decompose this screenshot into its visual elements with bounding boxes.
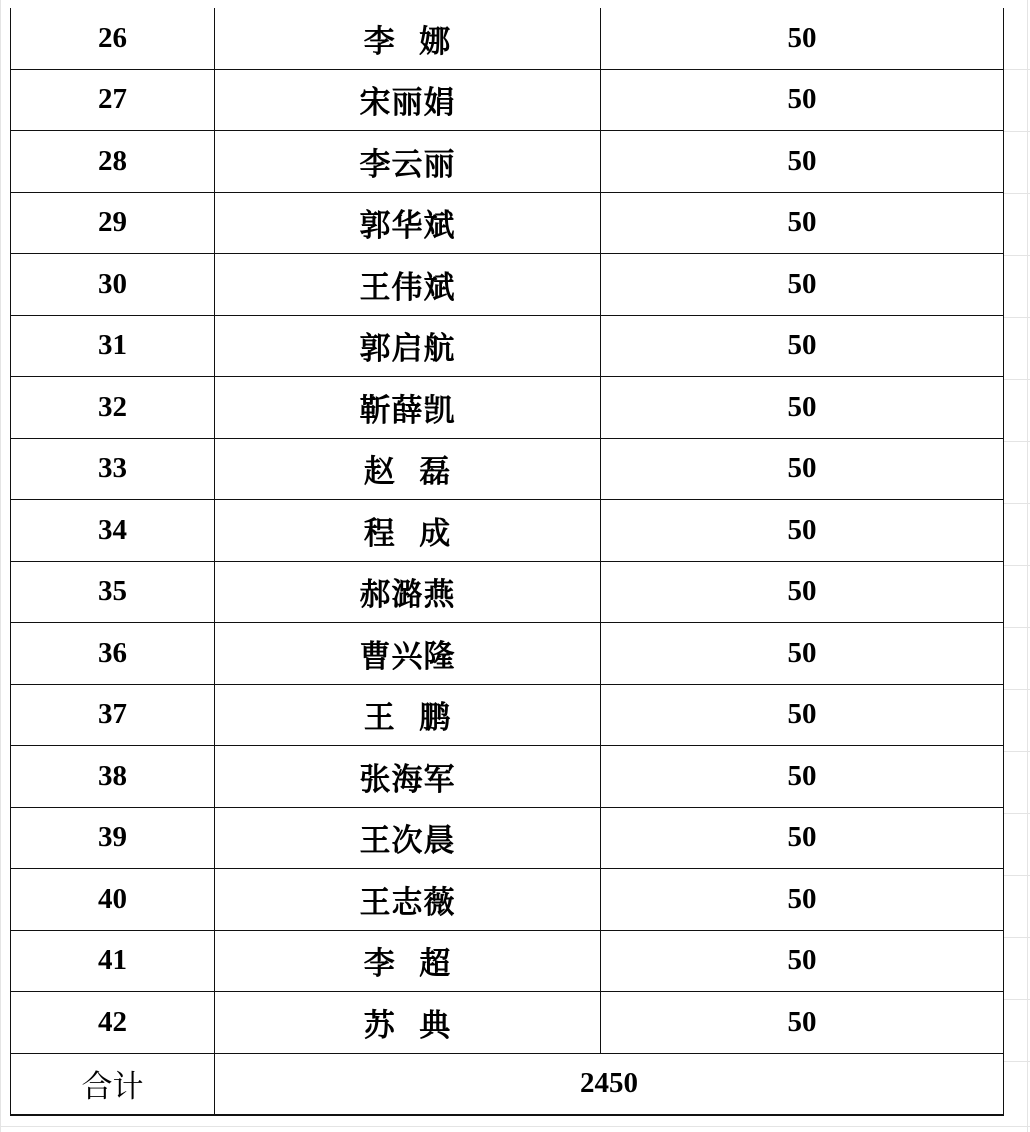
table-row: [11, 131, 1004, 193]
row-number-cell[interactable]: 40: [11, 869, 215, 931]
roster-table-body: [11, 8, 1004, 1115]
table-row: [11, 992, 1004, 1054]
gridline: [1003, 813, 1030, 814]
row-number-cell[interactable]: 27: [11, 69, 215, 131]
gridline: [0, 1126, 1030, 1127]
amount-cell[interactable]: 50: [601, 869, 1004, 931]
name-cell[interactable]: 郭华斌: [215, 192, 601, 254]
total-label-cell[interactable]: 合计: [11, 1053, 215, 1115]
name-cell[interactable]: 苏 典: [215, 992, 601, 1054]
gridline: [0, 0, 1, 1132]
gridline: [1027, 0, 1028, 1132]
amount-cell[interactable]: 50: [601, 192, 1004, 254]
amount-cell[interactable]: 50: [601, 561, 1004, 623]
name-cell[interactable]: 李云丽: [215, 131, 601, 193]
gridline: [1003, 255, 1030, 256]
name-cell[interactable]: 张海军: [215, 746, 601, 808]
amount-cell[interactable]: 50: [601, 684, 1004, 746]
amount-cell[interactable]: 50: [601, 930, 1004, 992]
row-number-cell[interactable]: 31: [11, 315, 215, 377]
gridline: [1003, 131, 1030, 132]
table-row: [11, 500, 1004, 562]
gridline: [1003, 69, 1030, 70]
row-number-cell[interactable]: 32: [11, 377, 215, 439]
name-cell[interactable]: 靳薛凯: [215, 377, 601, 439]
table-row: [11, 930, 1004, 992]
gridline: [1003, 1061, 1030, 1062]
row-number-cell[interactable]: 39: [11, 807, 215, 869]
table-row: [11, 746, 1004, 808]
row-number-cell[interactable]: 41: [11, 930, 215, 992]
gridline: [1003, 875, 1030, 876]
table-row: [11, 623, 1004, 685]
table-row: [11, 438, 1004, 500]
total-value-cell[interactable]: 2450: [215, 1053, 1004, 1115]
name-cell[interactable]: 赵 磊: [215, 438, 601, 500]
amount-cell[interactable]: 50: [601, 623, 1004, 685]
gridline: [1003, 937, 1030, 938]
row-number-cell[interactable]: 35: [11, 561, 215, 623]
name-cell[interactable]: 王 鹏: [215, 684, 601, 746]
name-cell[interactable]: 曹兴隆: [215, 623, 601, 685]
table-row: [11, 69, 1004, 131]
amount-cell[interactable]: 50: [601, 500, 1004, 562]
row-number-cell[interactable]: 30: [11, 254, 215, 316]
name-cell[interactable]: 郭启航: [215, 315, 601, 377]
row-number-cell[interactable]: 28: [11, 131, 215, 193]
table-row: [11, 561, 1004, 623]
table-row: [11, 8, 1004, 69]
gridline: [1003, 751, 1030, 752]
gridline: [1003, 379, 1030, 380]
name-cell[interactable]: 王志薇: [215, 869, 601, 931]
amount-cell[interactable]: 50: [601, 377, 1004, 439]
amount-cell[interactable]: 50: [601, 746, 1004, 808]
gridline: [1003, 689, 1030, 690]
name-cell[interactable]: 王次晨: [215, 807, 601, 869]
row-number-cell[interactable]: 33: [11, 438, 215, 500]
gridline: [1003, 317, 1030, 318]
table-row: [11, 684, 1004, 746]
amount-cell[interactable]: 50: [601, 69, 1004, 131]
table-row: [11, 869, 1004, 931]
amount-cell[interactable]: 50: [601, 254, 1004, 316]
gridline: [1003, 999, 1030, 1000]
table-row: [11, 254, 1004, 316]
table-row: [11, 192, 1004, 254]
total-row: [11, 1053, 1004, 1115]
gridline: [1003, 441, 1030, 442]
roster-table: [10, 8, 1004, 1116]
name-cell[interactable]: 宋丽娟: [215, 69, 601, 131]
row-number-cell[interactable]: 36: [11, 623, 215, 685]
gridline: [1003, 565, 1030, 566]
amount-cell[interactable]: 50: [601, 131, 1004, 193]
amount-cell[interactable]: 50: [601, 8, 1004, 69]
amount-cell[interactable]: 50: [601, 807, 1004, 869]
gridline: [1003, 503, 1030, 504]
amount-cell[interactable]: 50: [601, 438, 1004, 500]
name-cell[interactable]: 李 超: [215, 930, 601, 992]
row-number-cell[interactable]: 26: [11, 8, 215, 69]
row-number-cell[interactable]: 34: [11, 500, 215, 562]
gridline: [1003, 627, 1030, 628]
row-number-cell[interactable]: 37: [11, 684, 215, 746]
amount-cell[interactable]: 50: [601, 315, 1004, 377]
gridline: [1003, 193, 1030, 194]
row-number-cell[interactable]: 29: [11, 192, 215, 254]
table-row: [11, 377, 1004, 439]
row-number-cell[interactable]: 38: [11, 746, 215, 808]
amount-cell[interactable]: 50: [601, 992, 1004, 1054]
name-cell[interactable]: 李 娜: [215, 8, 601, 69]
row-number-cell[interactable]: 42: [11, 992, 215, 1054]
name-cell[interactable]: 王伟斌: [215, 254, 601, 316]
table-row: [11, 315, 1004, 377]
table-row: [11, 807, 1004, 869]
name-cell[interactable]: 郝潞燕: [215, 561, 601, 623]
name-cell[interactable]: 程 成: [215, 500, 601, 562]
